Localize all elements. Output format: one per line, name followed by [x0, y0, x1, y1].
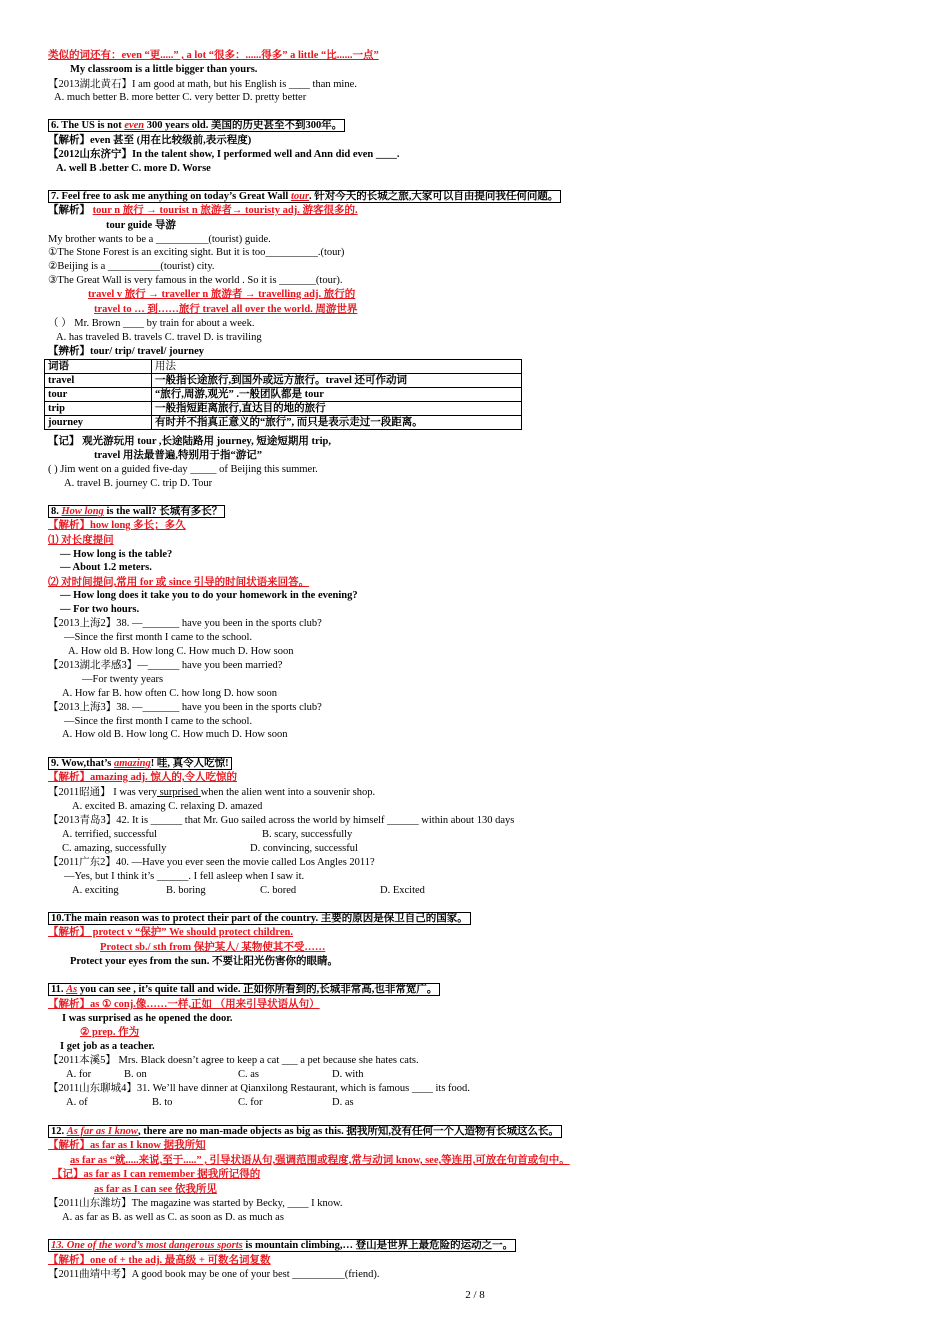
section-heading-11: 11. As you can see , it’s quite tall and wide. 正如你所看到的,长城非常高,也非常宽广。	[48, 983, 440, 996]
example-sentence: — How long is the table?	[60, 549, 173, 560]
example-sentence: Protect your eyes from the sun. 不要让阳光伤害你的眼睛。	[70, 956, 339, 967]
exercise-option: A. of	[66, 1097, 88, 1108]
section-heading-7: 7. Feel free to ask me anything on today’s Great Wall tour. 针对今天的长城之旅,大家可以自由提问我任何问题。	[48, 190, 561, 203]
exercise-option: C. bored	[260, 885, 297, 896]
exercise-option: D. with	[332, 1069, 364, 1080]
exercise-answer: —Yes, but I think it’s ______. I fell asleep when I saw it.	[64, 871, 305, 882]
exercise-answer: —Since the first month I came to the school.	[64, 632, 253, 643]
section-heading-6: 6. The US is not even 300 years old. 美国的历史甚至不到300年。	[48, 119, 345, 132]
phrase-line: tour guide 导游	[106, 220, 176, 231]
usage-point: as far as “就.....来说,至于.....” , 引导状语从句,强调范围或程度,常与动词 know, see,等连用,可放在句首或句中。	[70, 1155, 570, 1166]
usage-point: ⑵ 对时间提问,常用 for 或 since 引导的时间状语来回答。	[48, 577, 310, 588]
page-number: 2 / 8	[465, 1289, 485, 1301]
section-heading-9: 9. Wow,that’s amazing! 哇, 真令人吃惊!	[48, 757, 232, 770]
exercise-question: 【2013上海2】38. —_______ have you been in the sports club?	[48, 618, 322, 629]
exercise-question: 【2013湖北黄石】I am good at math, but his English is ____ than mine.	[48, 79, 357, 90]
example-sentence: — About 1.2 meters.	[60, 562, 152, 573]
exercise-answer: —For twenty years	[82, 674, 164, 685]
exercise-question: 【2011昭通】 I was very surprised when the alien went into a souvenir shop.	[48, 787, 376, 798]
analysis-line: 【解析】how long 多长；多久	[48, 520, 186, 531]
exercise-option: B. to	[152, 1097, 173, 1108]
exercise-question: 【2013青岛3】42. It is ______ that Mr. Guo sailed across the world by himself ______ within about 130 days	[48, 815, 515, 826]
exercise-question: （ ） Mr. Brown ____ by train for about a week.	[48, 318, 255, 329]
analysis-line: 【解析】as ① conj.像……一样,正如 （用来引导状语从句）	[48, 999, 320, 1010]
exercise-option: D. convincing, successful	[250, 843, 358, 854]
exercise-question: ②Beijing is a __________(tourist) city.	[48, 261, 215, 272]
exercise-options: A. as far as B. as well as C. as soon as D. as much as	[62, 1212, 284, 1223]
distinguish-heading: 【辨析】tour/ trip/ travel/ journey	[48, 346, 205, 357]
note-line: 类似的词还有：even “更.....” , a lot “很多：......得多” a little “比......一点”	[48, 50, 379, 61]
exercise-question: 【2011本溪5】 Mrs. Black doesn’t agree to keep a cat ___ a pet because she hates cats.	[48, 1055, 419, 1066]
exercise-question: ( ) Jim went on a guided five-day _____ of Beijing this summer.	[48, 464, 318, 475]
section-heading-13: 13. One of the word’s most dangerous sports is mountain climbing,… 登山是世界上最危险的运动之一。	[48, 1239, 516, 1252]
memo-line: travel 用法最普遍,特别用于指“游记”	[94, 450, 262, 461]
exercise-options: A. travel B. journey C. trip D. Tour	[64, 478, 213, 489]
exercise-answer: —Since the first month I came to the school.	[64, 716, 253, 727]
example-sentence: I was surprised as he opened the door.	[62, 1013, 233, 1024]
exercise-options: A. much better B. more better C. very better D. pretty better	[54, 92, 307, 103]
exercise-question: ③The Great Wall is very famous in the world . So it is _______(tour).	[48, 275, 343, 286]
exercise-question: 【2011广东2】40. —Have you ever seen the movie called Los Angles 2011?	[48, 857, 375, 868]
example-sentence: — For two hours.	[60, 604, 140, 615]
table-row: travel 一般指长途旅行,到国外或远方旅行。travel 还可作动词	[45, 374, 522, 388]
phrase-line: travel to … 到……旅行 travel all over the world. 周游世界	[94, 304, 358, 315]
memo-line: as far as I can see 依我所见	[94, 1184, 217, 1195]
exercise-option: B. scary, successfully	[262, 829, 353, 840]
exercise-option: C. amazing, successfully	[62, 843, 167, 854]
table-row: journey 有时并不指真正意义的“旅行”, 而只是表示走过一段距离。	[45, 416, 522, 430]
exercise-options: A. How old B. How long C. How much D. How soon	[62, 729, 288, 740]
section-heading-10: 10.The main reason was to protect their part of the country. 主要的原因是保卫自己的国家。	[48, 912, 471, 925]
exercise-option: A. for	[66, 1069, 92, 1080]
exercise-options: A. excited B. amazing C. relaxing D. amazed	[72, 801, 263, 812]
table-row: tour “旅行,周游,观光” .一般团队都是 tour	[45, 388, 522, 402]
exercise-option: D. Excited	[380, 885, 425, 896]
exercise-option: A. exciting	[72, 885, 119, 896]
exercise-options: A. has traveled B. travels C. travel D. is traviling	[56, 332, 262, 343]
exercise-question: ①The Stone Forest is an exciting sight. But it is too__________.(tour)	[48, 247, 345, 258]
exercise-options: A. well B .better C. more D. Worse	[56, 163, 211, 174]
memo-line: 【记】as far as I can remember 据我所记得的	[52, 1169, 261, 1180]
analysis-line: 【解析】 tour n 旅行 → tourist n 旅游者→ touristy adj. 游客很多的.	[48, 205, 358, 216]
exercise-option: A. terrified, successful	[62, 829, 158, 840]
exercise-option: C. for	[238, 1097, 263, 1108]
example-sentence: I get job as a teacher.	[60, 1041, 155, 1052]
analysis-line: 【解析】even 甚至 (用在比较级前,表示程度)	[48, 135, 252, 146]
example-sentence: My classroom is a little bigger than yours.	[70, 64, 258, 75]
exercise-question: My brother wants to be a __________(tourist) guide.	[48, 234, 271, 245]
analysis-line: 【解析】as far as I know 据我所知	[48, 1140, 206, 1151]
memo-line: 【记】 观光游玩用 tour ,长途陆路用 journey, 短途短期用 trip,	[48, 436, 332, 447]
exercise-question: 【2011山东潍坊】The magazine was started by Becky, ____ I know.	[48, 1198, 343, 1209]
section-heading-8: 8. How long is the wall? 长城有多长？	[48, 505, 225, 518]
table-row: 词语 用法	[45, 360, 522, 374]
phrase-line: travel v 旅行 → traveller n 旅游者 → travelling adj. 旅行的	[88, 289, 356, 300]
usage-point: ⑴ 对长度提问	[48, 535, 114, 546]
section-heading-12: 12. As far as I know, there are no man-made objects as big as this. 据我所知,没有任何一个人造物有长城这么长。	[48, 1125, 562, 1138]
analysis-line: 【解析】one of + the adj. 最高级 + 可数名词复数	[48, 1255, 271, 1266]
analysis-line: 【解析】 protect v “保护” We should protect children.	[48, 927, 293, 938]
phrase-line: Protect sb./ sth from 保护某人/ 某物使其不受……	[100, 942, 326, 953]
exercise-question: 【2013湖北孝感3】—______ have you been married?	[48, 660, 283, 671]
exercise-option: B. on	[124, 1069, 147, 1080]
vocab-table	[44, 359, 522, 430]
exercise-question: 【2011曲靖中考】A good book may be one of your best __________(friend).	[48, 1269, 380, 1280]
table-row: trip 一般指短距离旅行,直达目的地的旅行	[45, 402, 522, 416]
exercise-options: A. How old B. How long C. How much D. How soon	[68, 646, 294, 657]
exercise-option: D. as	[332, 1097, 354, 1108]
analysis-line: 【解析】amazing adj. 惊人的,令人吃惊的	[48, 772, 237, 783]
exercise-question: 【2013上海3】38. —_______ have you been in the sports club?	[48, 702, 322, 713]
exercise-option: B. boring	[166, 885, 206, 896]
usage-point: ② prep. 作为	[80, 1027, 140, 1038]
exercise-question: 【2011山东聊城4】31. We’ll have dinner at Qianxilong Restaurant, which is famous ____ its food.	[48, 1083, 470, 1094]
exercise-option: C. as	[238, 1069, 259, 1080]
exercise-question: 【2012山东济宁】In the talent show, I performed well and Ann did even ____.	[48, 149, 400, 160]
example-sentence: — How long does it take you to do your homework in the evening?	[60, 590, 358, 601]
exercise-options: A. How far B. how often C. how long D. how soon	[62, 688, 277, 699]
